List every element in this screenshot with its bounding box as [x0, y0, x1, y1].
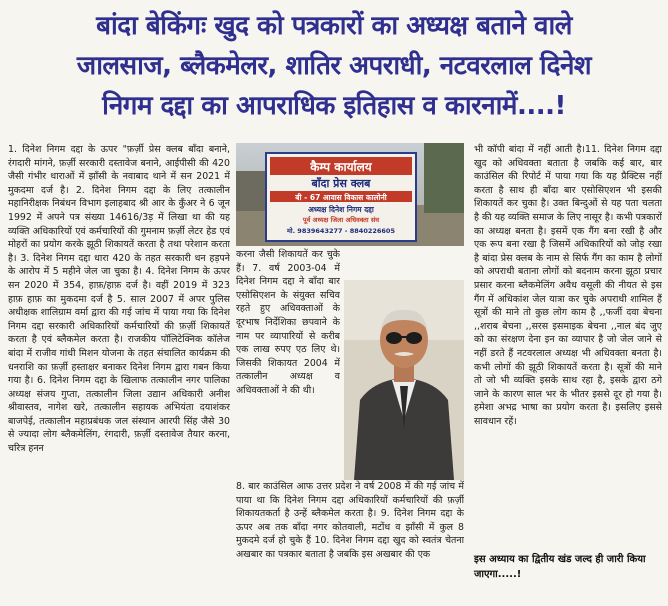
- headline-line-3: निगम दद्दा का आपराधिक इतिहास व कारनामें....!: [102, 91, 566, 121]
- left-column-text: 1. दिनेश निगम दद्दा के ऊपर "फ़र्ज़ी प्रेस क्लब बाँदा बनाने, रंगदारी मांगने, फ़र्ज़ी सरकारी दस्तावेज बनाने, आईपीसी की 420 जैसी गंभीर धाराओं में झाँसी के नवाबाद थाने में सन 2021 में मुकदमा दर्ज है। 2. दिनेश निगम दद्दा के लिए तत्कालीन महानिरीक्षक निबंधन विभाग इलाहबाद श्री आर के कुँअर ने 6 जून 1992 में अपने पत्र संख्या 14616/3ड़ में लिखा था की यह व्यक्ति अधिकारियों एवं कर्मचारियों की गुमनाम फ़र्ज़ी लेटर हेड एवं मोहरों का प्रयोग करके झूठी शिकायतें करता है तथा परेशान करता है। 3. दिनेश निगम दद्दा धारा 420 के तहत सरकारी धन हड़पने के आरोप में 5 महीने जेल जा चुका है। 4. दिनेश निगम के ऊपर सन 2020 में 354, हाफ़/हाफ़ दर्ज है। वहीं 2019 में 323 हाफ़ हाफ़ का मुकदमा दर्ज है 5. साल 2007 में अपर पुलिस अधीक्षक शालिग्राम वर्मा द्वारा की गई जांच में पाया गया कि दिनेश निगम दद्दा सरकारी अधिकारियों कर्मचारियों की फ़र्ज़ी शिकायतें करता है एवं ब्लैकमेल करता है। राजकीय पॉलिटेक्निक कॉलेज बांदा में राजीव गांधी मिशन योजना के तहत संचालित कार्यक्रम की धनराशि का फ़र्ज़ी हस्ताक्षर बनाकर दिनेश निगम द्वारा गबन किया गया है। 6. दिनेश निगम दद्दा के खिलाफ तत्कालीन नगर पालिका अध्यक्ष संजय गुप्ता, तत्कालीन जिला उद्यान अधिकारी अनीश श्रीवास्तव, नागेश खरे, तत्कालीन सहायक अभियंता दयाशंकर बाजपेई, तत्कालीन महाप्रबंधक जल संस्थान आरपी सिंह जैसे 30 से ज्यादा लोग ब्लैकमेलिंग, रंगदारी, फ़र्ज़ी दस्तावेज तैयार करना, चरित्र हनन: [8, 144, 230, 455]
- sign-line-5: पूर्व अध्यक्ष जिला अधिवक्ता संघ: [302, 216, 380, 224]
- right-column-text: भी कॉपी बांदा में नहीं आती है।11. दिनेश निगम दद्दा खुद को अधिवक्ता बताता है जबकि कई बार, बार काउंसिल की रिपोर्ट में पाया गया कि यह प्रैक्टिस नहीं करता है साथ ही बाँदा बार एसोसिएशन भी इसकी शिकायतें कर चुका है। उक्त बिन्दुओं से यह पता चलता है की यह व्यक्ति समाज के लिए नासूर है। कभी पत्रकारों का अध्यक्ष बनता है। इसमें एक गैंग बना रखी है और एक रूप बना रखा है जिसमें अधिकारियों को जोड़ रखा है बांदा प्रेस क्लब के नाम से सिर्फ गैंग का काम है लोगों को अपराधी बताना लोगों को बदनाम करना झूठा प्रचार प्रसार करना ब्लैकमेलिंग अवैध वसूली की नीयत से इस गैंग में अधिकांश जेल यात्रा कर चुके अपराधी शामिल हैं सूत्रों की माने तो कुछ लोग काम है ,,फर्जी दवा बेचना ,,शराब बेचना ,,सरस इसमाइक बेचना ,,नाल बंद जुए को का संरक्षण देना इन का व्यापार है जो जेल जाने से नहीं डरते हैं नटवरलाल अध्यक्ष भी अधिवक्ता बनता है। कभी लोगों की झूठी शिकायतें करता है। सूत्रों की माने तो जो भी व्यक्ति इसके साथ रहा है, इसके द्वारा ठगे जाने के कारण साल भर के भीतर इससे दूर हो गया है। हमेशा अभद्र भाषा का प्रयोग करता है। इसलिए इससे सावधान रहें।: [474, 144, 662, 427]
- portrait-photo: [344, 280, 464, 480]
- sign-line-3: बी - 67 आवास विकास कालोनी: [295, 193, 387, 202]
- article-right-column: [474, 143, 662, 575]
- article-middle-bottom-column: [236, 480, 464, 602]
- office-sign-photo: [236, 143, 464, 246]
- middle-bottom-text: 8. बार काउंसिल आफ उत्तर प्रदेश ने वर्ष 2008 में की गई जांच में पाया था कि दिनेश निगम दद्दा अधिकारियों कर्मचारियों की फ़र्ज़ी शिकायतकर्ता है उन्हें ब्लैकमेल करता है। 9. दिनेश निगम दद्दा के ऊपर अब तक बाँदा नगर कोतवाली, मटोंध व झाँसी में कुल 8 मुकदमे दर्ज हो चुके हैं 10. दिनेश निगम दद्दा खुद को स्वतंत्र चेतना अखबार का पत्रकार बताता है जबकि इस अखबार की एक: [236, 481, 464, 560]
- sign-line-2: बाँदा प्रेस क्लब: [311, 177, 371, 190]
- article-left-column: [8, 143, 230, 601]
- middle-narrow-text: करना जैसी शिकायतें कर चुके हैं। 7. वर्ष 2003-04 में दिनेश निगम दद्दा ने बाँदा बार एसोसिएशन के संयुक्त सचिव रहते हुए अधिवक्ताओं के दूरभाष निर्देशिका छपवाने के नाम पर व्यापारियों से करीब एक लाख रुपए एठ लिए थे। जिसकी शिकायत 2004 में तत्कालीन अध्यक्ष व अधिवक्ताओं ने की थी।: [236, 249, 340, 396]
- article-middle-narrow-column: [236, 248, 340, 480]
- headline: [0, 6, 668, 126]
- headline-line-1: बांदा बेकिंगः खुद को पत्रकारों का अध्यक्ष बताने वाले: [96, 11, 572, 41]
- sign-line-4: अध्यक्ष दिनेश निगम दद्दा: [308, 205, 374, 214]
- to-be-continued-note: इस अध्याय का द्वितीय खंड जल्द ही जारी किया जाएगा.....!: [474, 554, 646, 580]
- sign-line-6: मो. 9839643277 - 8840226605: [287, 227, 395, 235]
- sign-line-1: कैम्प कार्यालय: [310, 160, 372, 174]
- headline-line-2: जालसाज, ब्लैकमेलर, शातिर अपराधी, नटवरलाल दिनेश: [76, 51, 592, 81]
